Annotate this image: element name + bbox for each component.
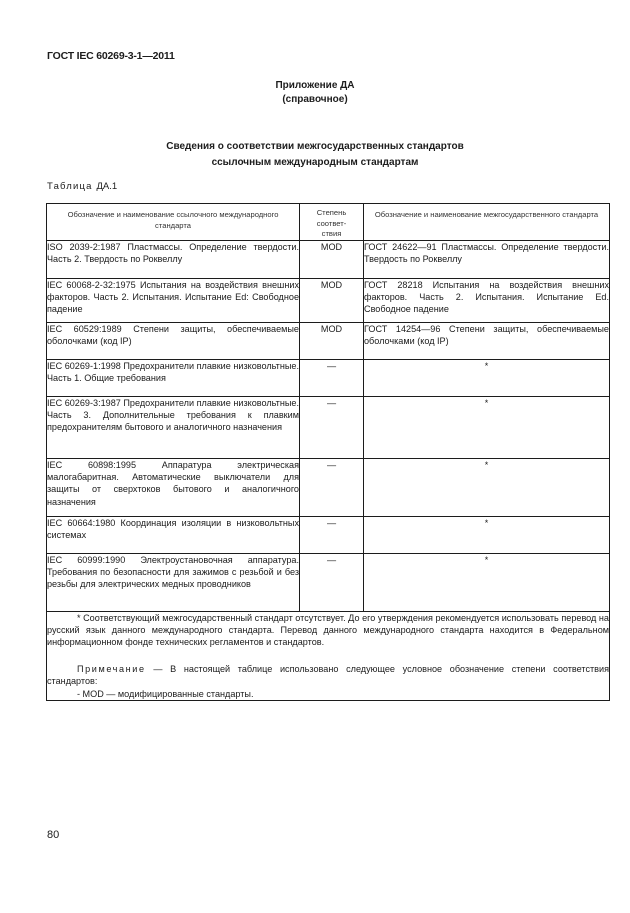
table-row: [47, 516, 610, 553]
header-intl-standard: Обозначение и наименование ссылочного международного стандарта: [47, 204, 300, 241]
appendix-subtitle: (справочное): [282, 94, 348, 105]
table-row: [47, 359, 610, 396]
table-notes: [47, 611, 610, 700]
table-caption-number: ДА.1: [96, 181, 118, 192]
cell-intl: IEC 60269-1:1998 Предохранители плавкие низковольтные. Часть 1. Общие требования: [47, 359, 300, 396]
cell-gost: ГОСТ 28218 Испытания на воздействия внешних факторов. Часть 2. Испытания. Испытание Ed. Свободное падение: [364, 278, 610, 322]
cell-gost: *: [364, 359, 610, 396]
cell-intl: IEC 60898:1995 Аппаратура электрическая малогабаритная. Автоматические выключатели для защиты от сверхтоков бытового и аналогичного назначения: [47, 458, 300, 516]
table-row: [47, 458, 610, 516]
cell-gost: *: [364, 396, 610, 458]
cell-degree: MOD: [300, 240, 364, 278]
cell-intl: IEC 60664:1980 Координация изоляции в низковольтных системах: [47, 516, 300, 553]
section-title: [0, 139, 630, 171]
table-row: [47, 396, 610, 458]
cell-degree: —: [300, 396, 364, 458]
cell-intl: IEC 60529:1989 Степени защиты, обеспечиваемые оболочками (код IP): [47, 322, 300, 359]
table-caption-label: Таблица: [47, 181, 93, 192]
cell-intl: IEC 60068-2-32:1975 Испытания на воздействия внешних факторов. Часть 2. Испытания. Испытание Ed: Свободное падение: [47, 278, 300, 322]
cell-degree: —: [300, 516, 364, 553]
cell-degree: MOD: [300, 278, 364, 322]
cell-degree: —: [300, 458, 364, 516]
page-number: 80: [47, 829, 60, 841]
cell-gost: *: [364, 516, 610, 553]
section-title-line1: Сведения о соответствии межгосударственных стандартов: [166, 141, 464, 152]
correspondence-table: [46, 203, 610, 701]
note-item: - MOD — модифицированные стандарты.: [77, 688, 254, 699]
cell-intl: IEC 60269-3:1987 Предохранители плавкие низковольтные. Часть 3. Дополнительные требования к плавким предохранителям бытового и аналогичного назначения: [47, 396, 300, 458]
cell-degree: —: [300, 553, 364, 611]
cell-gost: *: [364, 553, 610, 611]
note-label: Примечание: [77, 663, 146, 674]
cell-degree: MOD: [300, 322, 364, 359]
cell-gost: ГОСТ 14254—96 Степени защиты, обеспечиваемые оболочками (код IP): [364, 322, 610, 359]
section-title-line2: ссылочным международным стандартам: [211, 157, 419, 168]
table-row: [47, 240, 610, 278]
note-text: — В настоящей таблице использовано следующее условное обозначение степени соответствия стандартов:: [47, 663, 609, 687]
cell-degree: —: [300, 359, 364, 396]
document-code: ГОСТ IEC 60269-3-1—2011: [47, 50, 175, 62]
table-caption: [47, 181, 117, 192]
cell-intl: IEC 60999:1990 Электроустановочная аппаратура. Требования по безопасности для зажимов с резьбой и без резьбы для электрических медных проводников: [47, 553, 300, 611]
cell-intl: ISO 2039-2:1987 Пластмассы. Определение твердости. Часть 2. Твердость по Роквеллу: [47, 240, 300, 278]
table-notes-row: [47, 611, 610, 700]
note: [47, 663, 609, 688]
header-gost-standard: Обозначение и наименование межгосударственного стандарта: [364, 204, 610, 241]
cell-gost: *: [364, 458, 610, 516]
table-row: [47, 322, 610, 359]
footnote: * Соответствующий межгосударственный стандарт отсутствует. До его утверждения рекомендуется использовать перевод на русский язык данного международного стандарта. Перевод данного международного стандарта находится в Федеральном информационном фонде технических регламентов и стандартов.: [47, 612, 609, 648]
cell-gost: ГОСТ 24622—91 Пластмассы. Определение твердости. Твердость по Роквеллу: [364, 240, 610, 278]
table-row: [47, 553, 610, 611]
appendix-title: Приложение ДА: [275, 80, 355, 91]
header-degree: Степень соответ- ствия: [300, 204, 364, 241]
table-row: [47, 278, 610, 322]
